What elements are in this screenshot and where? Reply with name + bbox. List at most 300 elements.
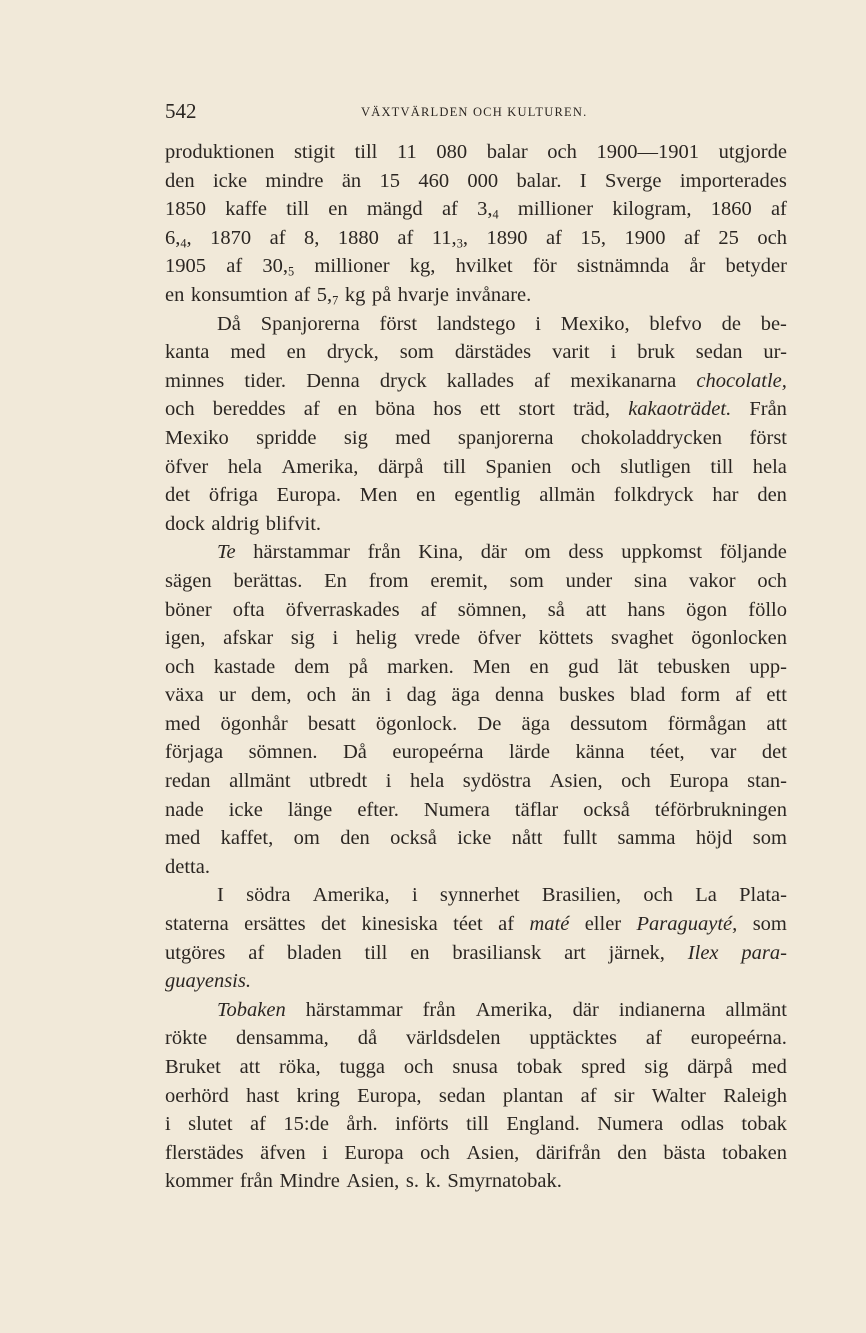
word: betyder [725,255,787,278]
word: böner [165,598,212,621]
word: af [735,684,752,707]
word: allmän [539,484,595,507]
text-line [165,567,787,596]
word: maté [529,913,570,936]
word: berättas. [233,569,303,592]
word: gud [567,655,599,678]
word: och [621,770,651,793]
word: i [165,1113,171,1136]
word: af [269,226,286,249]
word: Men [359,484,398,507]
word: marken. [387,655,454,678]
word: Spanien [485,455,552,478]
word: dem, [251,684,292,707]
text-line [165,996,787,1025]
word: af [770,198,787,221]
word: kg [344,283,366,306]
word: Ilex [687,941,719,964]
text-line [165,681,787,710]
word: staterna [165,913,229,936]
word: af [397,226,414,249]
word: Då [217,312,241,335]
word: mexikanarna [570,369,677,392]
text-line [165,1024,787,1053]
word: tobaken [722,1141,787,1164]
running-head [165,96,787,126]
word: slutet [188,1113,233,1136]
word: Denna [306,369,360,392]
text-line [165,510,787,539]
word: 1890 [486,226,528,249]
text-line [165,224,787,253]
word: Mexiko [165,426,229,449]
word: chokoladdrycken [580,426,723,449]
word: invånare. [455,283,532,306]
word: minnes [165,369,225,392]
word: om [524,541,551,564]
word: 1900—1901 [596,141,699,163]
word: Men [472,655,511,678]
word: $11,_3$, [431,226,468,251]
word: det [165,484,191,507]
word: sedan [695,341,743,364]
word: folkdryck [613,484,694,507]
word: har [712,484,739,507]
word: förmågan [667,712,747,735]
word: $3,_4$ [477,198,499,222]
word: $5,_7$ [316,283,339,308]
word: flerstädes [165,1141,244,1164]
word: den [757,484,787,507]
text-line [165,1139,787,1168]
text-line [165,853,787,882]
word: öfver [165,455,209,478]
word: utgjorde [718,141,787,163]
word: ett [479,398,501,421]
word: chocolatle, [696,369,787,392]
word: dess [568,541,604,564]
word: dryck, [326,341,379,364]
word: kinesiska [361,913,438,936]
word: bereddes [212,398,286,421]
word: sydöstra [462,770,532,793]
word: upp- [749,655,787,678]
text-line [165,881,787,910]
word: europeérna. [690,1027,787,1050]
word: slutligen [620,455,691,478]
word: öfver [477,627,521,650]
word: kg, [409,255,436,278]
word: Asien, [549,770,603,793]
word: i [411,884,418,907]
word: tugga [339,1056,385,1078]
word: 1905 [165,255,206,278]
word: millioner [517,198,594,221]
word: oerhörd [165,1084,229,1107]
word: af [645,1027,662,1050]
text-line [165,138,787,167]
word: hela [410,770,445,793]
word: en [165,283,185,306]
word: af [226,255,243,278]
word: dryck [379,369,427,392]
text-line [165,395,787,424]
word: föllo [748,598,787,621]
word: ett [766,684,787,707]
word: under [565,569,613,592]
word: äga [521,712,550,735]
word: Mindre [279,1170,340,1193]
word: hela [227,455,262,478]
word: sägen [165,569,212,592]
word: landstego [436,312,516,335]
word: upptäcktes [529,1027,618,1050]
word: af [683,226,700,249]
word: en [337,398,358,421]
word: mindre [265,169,324,192]
text-line [165,710,787,739]
word: millioner [314,255,390,278]
word: Te [217,541,236,564]
word: 000 [467,169,499,192]
word: höjd [695,827,733,850]
word: förjaga [165,741,224,764]
word: om [293,827,320,850]
word: bästa [663,1141,706,1164]
word: s. [405,1170,419,1193]
word: nått [511,827,543,850]
word: Spanjorerna [260,312,360,335]
word: också [583,798,630,821]
word: ögonlocken [691,627,787,650]
word: att [766,712,787,735]
word: vrede [414,627,461,650]
word: Asien, [346,1170,400,1193]
word: utgöres [165,941,226,964]
running-title: VÄXTVÄRLDEN OCH KULTUREN. [361,105,588,119]
text-line [165,338,787,367]
text-line [165,738,787,767]
word: La [695,884,717,907]
word: Paraguayté, [636,913,738,936]
text-line [165,1053,787,1082]
word: uppkomst [621,541,703,564]
word: köttets [538,627,594,650]
word: dem [294,655,330,678]
word: stort [518,398,555,421]
word: till [364,941,388,964]
word: hans [627,598,666,621]
word: med [395,426,431,449]
word: Numera [597,1113,664,1136]
word: och [306,684,337,707]
word: ögon [686,598,728,621]
word: eller [584,913,622,936]
text-line [165,1167,787,1196]
word: världsdelen [405,1027,501,1050]
word: dag [406,684,437,707]
word: med [165,712,201,735]
word: Sverge [604,169,662,192]
word: af [580,1084,597,1107]
word: indianerna [618,998,706,1021]
word: till [466,1113,489,1136]
word: 15:de [283,1113,329,1136]
word: af [534,369,551,392]
word: $30,_5$ [262,255,295,280]
word: med [751,1056,787,1078]
word: Europa. [276,484,341,507]
word: därpå [377,455,424,478]
text-line [165,624,787,653]
text-line [165,481,787,510]
word: af [248,941,265,964]
word: sir [613,1084,635,1107]
word: af [441,198,458,221]
page-number: 542 [165,99,197,123]
word: Amerika, [281,455,359,478]
word: röka, [279,1056,321,1078]
word: först [749,426,787,449]
word: och [420,1141,450,1164]
text-line [165,424,787,453]
word: Walter [651,1084,706,1107]
text-line [165,538,787,567]
word: så [547,598,565,621]
word: kaffe [225,198,267,221]
word: Från [749,398,787,421]
word: Då [342,741,367,764]
word: En [324,569,347,592]
text-line [165,939,787,968]
word: spred [581,1056,626,1078]
word: med [230,341,266,364]
word: Asien, [466,1141,520,1164]
word: blifvit. [265,512,322,535]
word: på [348,655,369,678]
word: 1860 [710,198,752,221]
word: téet, [649,741,685,764]
word: Europa, [357,1084,422,1107]
word: äfven [260,1141,306,1164]
word: kastade [213,655,276,678]
word: det [321,913,347,936]
word: Mexiko, [560,312,630,335]
word: järnek, [608,941,665,964]
word: i [332,627,339,650]
word: tebusken [657,655,731,678]
word: och [403,1056,434,1078]
text-line [165,195,787,224]
word: den [340,827,370,850]
word: och [165,398,195,421]
word: kilogram, [612,198,692,221]
word: kakaoträdet. [628,398,732,421]
word: produktionen [165,141,275,163]
word: ögonlock. [375,712,458,735]
word: Bruket [165,1056,221,1078]
word: för [532,255,557,278]
word: som [752,827,787,850]
word: 15 [379,169,401,192]
text-line [165,310,787,339]
word: sig [290,627,315,650]
word: följande [719,541,787,564]
word: träd, [573,398,611,421]
word: öfverraskades [285,598,400,621]
word: odlas [680,1113,724,1136]
word: England. [506,1113,580,1136]
word: härstammar [305,998,403,1021]
word: svaghet [611,627,674,650]
word: af [420,598,437,621]
word: lät [617,655,639,678]
word: ögonhår [220,712,288,735]
word: Amerika, [475,998,553,1021]
word: 1900 [624,226,666,249]
word: bladen [287,941,342,964]
word: till [710,455,734,478]
word: därifrån [535,1141,601,1164]
word: i [385,770,392,793]
word: lärde [508,741,550,764]
word: ur- [763,341,787,364]
word: till [286,198,310,221]
text-line [165,252,787,281]
word: tobak [741,1113,787,1136]
word: plantan [502,1084,564,1107]
word: De [477,712,502,735]
word: ur [218,684,236,707]
word: af [250,1113,266,1136]
word: igen, [165,627,206,650]
word: och [757,569,787,592]
word: Kina, [418,541,464,564]
word: och [643,884,673,907]
text-line [165,653,787,682]
word: hela [752,455,787,478]
word: en [416,484,436,507]
word: rökte [165,1027,208,1050]
word: europeérna [392,741,484,764]
word: hast [246,1084,280,1107]
word: hvarje [397,283,450,306]
word: att [239,1056,261,1078]
word: där [572,998,599,1021]
word: spridde [256,426,317,449]
body-text [165,138,787,1196]
word: 1850 [165,198,206,221]
word: vakor [688,569,736,592]
word: Europa [669,770,729,793]
word: 080 [436,141,468,163]
word: en [286,341,306,364]
word: Tobaken [217,998,286,1021]
word: då [357,1027,378,1050]
word: 11 [396,141,417,163]
word: sömnen. [248,741,318,764]
word: sömnen, [457,598,527,621]
word: kaffet, [220,827,274,850]
word: också [390,827,437,850]
word: växa [165,684,204,707]
word: äga [451,684,480,707]
word: och [547,141,577,163]
word: densamma, [236,1027,329,1050]
word: aldrig [211,512,260,535]
text-line [165,910,787,939]
word: art [564,941,586,964]
word: det [761,741,787,764]
word: kommer [165,1170,234,1193]
word: kring [296,1084,340,1107]
word: Amerika, [312,884,390,907]
word: därstädes [454,341,532,364]
word: kallades [446,369,514,392]
word: nade [165,798,204,821]
word: täflar [514,798,559,821]
word: var [710,741,737,764]
text-line [165,367,787,396]
word: Raleigh [723,1084,787,1107]
word: därpå [687,1056,733,1078]
word: besatt [307,712,356,735]
word: blefvo [649,312,702,335]
word: först [379,312,418,335]
word: egentlig [454,484,521,507]
word: att [585,598,607,621]
word: icke [228,798,263,821]
word: som [752,913,787,936]
word: snusa [452,1056,498,1078]
word: afskar [223,627,274,650]
word: hvilket [455,255,513,278]
word: sig [644,1056,669,1078]
word: af [303,398,320,421]
word: Plata- [739,884,787,907]
text-line [165,281,787,310]
word: i [385,684,392,707]
word: sistnämnda [576,255,670,278]
word: $6,_4$, [165,226,192,251]
word: ersättes [244,913,306,936]
word: kanta [165,341,210,364]
text-line [165,767,787,796]
word: téet [453,913,483,936]
word: sedan [438,1084,486,1107]
word: importerades [679,169,787,192]
word: 8, [304,226,320,249]
text-line [165,453,787,482]
word: allmänt [725,998,787,1021]
text-line [165,1110,787,1139]
word: spanjorerna [457,426,554,449]
word: af [545,226,562,249]
word: Numera [423,798,490,821]
word: form [680,684,721,707]
word: denna [494,684,544,707]
word: årh. [346,1113,378,1136]
word: med [165,827,201,850]
word: I [579,169,587,192]
word: öfriga [208,484,258,507]
word: guayensis. [165,970,251,993]
word: stigit [293,141,335,163]
text-line [165,596,787,625]
text-line [165,967,787,996]
text-line [165,167,787,196]
word: en [328,198,348,221]
